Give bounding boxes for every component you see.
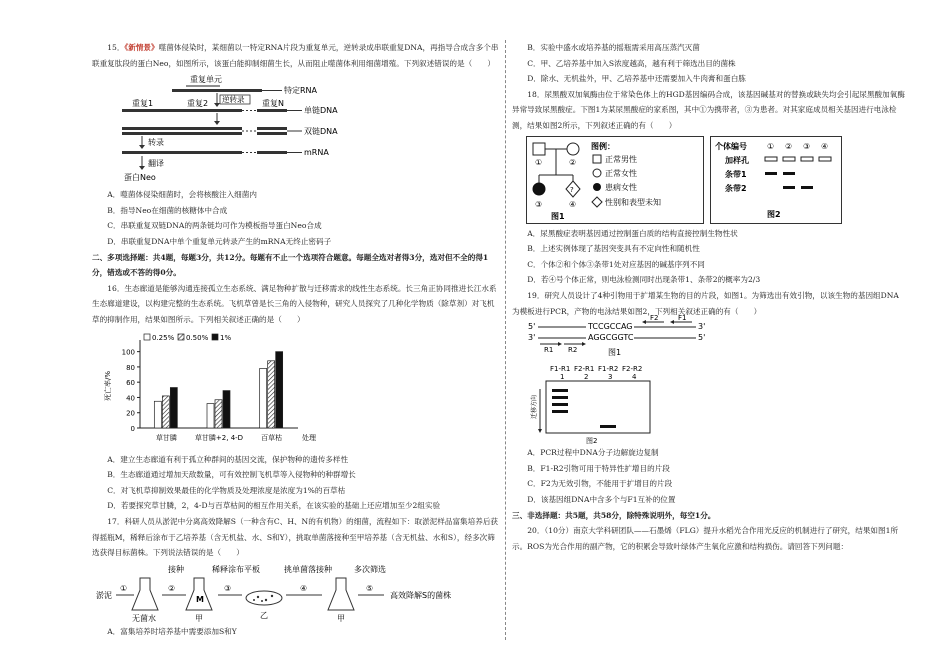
sterile-water-label: 无菌水 bbox=[132, 613, 156, 623]
q15-number: 15． bbox=[107, 43, 125, 52]
y-tick-label: 0 bbox=[130, 424, 135, 433]
gel-row-wells: 加样孔 bbox=[725, 155, 749, 165]
q16-option-d: D．若要探究草甘膦，2，4-D与百草枯间的相互作用关系，在该实验的基础上还应增加至少2组实验 bbox=[107, 501, 441, 511]
legend-normal-male: 正常男性 bbox=[605, 154, 637, 164]
q17-option-a: A．富集培养时培养基中需要添加S和Y bbox=[107, 626, 237, 636]
lane-4: 4 bbox=[632, 373, 637, 382]
gel-col-4: ④ bbox=[821, 141, 829, 151]
q19-gel bbox=[526, 363, 656, 445]
bar bbox=[215, 399, 222, 427]
gel-col-1: ① bbox=[767, 141, 775, 151]
legend-label: 0.25% bbox=[152, 333, 175, 342]
legend-swatch bbox=[178, 334, 184, 340]
yi-label: 乙 bbox=[260, 610, 268, 620]
legend-normal-female: 正常女性 bbox=[605, 168, 637, 178]
label-3prime: 3' bbox=[698, 322, 706, 332]
column-divider bbox=[505, 40, 506, 640]
right-column bbox=[512, 40, 905, 554]
step-2: ② bbox=[168, 583, 176, 593]
pick-label: 挑单菌落接种 bbox=[284, 564, 332, 574]
q19-band bbox=[552, 410, 568, 413]
gel-row-band1: 条带1 bbox=[725, 169, 747, 179]
section-3-heading: 三、非选择题：共5题，共58分，除特殊说明外，每空1分。 bbox=[512, 510, 716, 520]
ssdna-strand bbox=[122, 109, 242, 112]
petri-dish bbox=[246, 591, 282, 605]
y-tick-label: 40 bbox=[126, 393, 135, 402]
lane-3: 3 bbox=[608, 373, 613, 382]
q16-option-a: A．建立生态廊道有利于孤立种群间的基因交流，保护物种的遗传多样性 bbox=[107, 454, 349, 464]
q15-figure bbox=[112, 73, 362, 185]
bar bbox=[207, 403, 214, 427]
q18-option-a: A．尿黑酸症表明基因通过控制蛋白质的结构直接控制生物性状 bbox=[527, 228, 738, 238]
inoculate-label: 接种 bbox=[168, 564, 184, 574]
screen-label: 多次筛选 bbox=[354, 564, 386, 574]
sterile-water-flask bbox=[132, 578, 158, 610]
q18-stem: 18．尿黑酸双加氧酶由位于常染色体上的HGD基因编码合成，该基因碱基对的替换或缺失均会引起尿黑酸加氧酶异常导致尿黑酸症。下图1为某尿黑酸症的家系图，其中①为携带者，③为患者。对其家庭成员相关基因进行电泳检测，结果如图2所示，下列叙述正确的有（ ） bbox=[512, 89, 905, 130]
q18-option-c: C．个体②和个体③条带1处对应基因的碱基序列不同 bbox=[527, 259, 705, 269]
band-1-ind2 bbox=[783, 172, 795, 175]
id-2: ② bbox=[569, 157, 577, 167]
q19-fig1-caption: 图1 bbox=[608, 348, 622, 358]
band-1-ind1 bbox=[765, 172, 777, 175]
fig2-caption: 图2 bbox=[767, 209, 781, 219]
id-3: ③ bbox=[535, 199, 543, 209]
q18-pedigree bbox=[526, 136, 704, 224]
reverse-label: 逆转录 bbox=[222, 95, 245, 105]
legend-title: 图例： bbox=[591, 141, 615, 151]
fig1-caption: 图1 bbox=[551, 211, 565, 221]
bar bbox=[260, 368, 267, 428]
band-2-ind3 bbox=[801, 186, 813, 189]
q19-option-a: A．PCR过程中DNA分子边解旋边复制 bbox=[527, 448, 659, 458]
rna-strand bbox=[172, 89, 262, 92]
q20-stem: 20．（10分）南京大学科研团队——石墨烯（FLG）提升水稻光合作用光反应的机制进行了研究，结果如图1所示。ROS为光合作用的副产物，它的积累会导致叶绿体产生氧化应激和结构损伤。请回答下列问题： bbox=[512, 526, 899, 551]
x-tick-label: 草甘膦+2, 4-D bbox=[194, 433, 244, 442]
r2-label: R2 bbox=[568, 346, 578, 355]
step-4: ④ bbox=[300, 583, 308, 593]
legend-swatch bbox=[212, 334, 218, 340]
legend-label: 0.50% bbox=[186, 333, 209, 342]
q16-stem: 16．生态廊道是能够沟通连接孤立生态系统、满足物种扩散与迁移需求的线性生态系统。长三角正协同推进长江水系生态廊道建设，以构建完整的生态系统。飞机草曾是长三角的入侵物种，研究人员探究了几种化学物质（除草剂）对飞机草的抑制作用，结果如图所示。下列相关叙述正确的是（ ） bbox=[92, 283, 497, 324]
dilute-label: 稀释涂布平板 bbox=[212, 564, 260, 574]
jia2-label: 甲 bbox=[337, 613, 345, 623]
seq-top: TCCGCCAG bbox=[588, 322, 633, 332]
y-tick-label: 20 bbox=[126, 409, 135, 418]
lane-1: 1 bbox=[560, 373, 565, 382]
seq-bottom: AGGCGGTC bbox=[588, 333, 634, 343]
gel-header: 个体编号 bbox=[715, 141, 747, 151]
q15-option-b: B．指导Neo在细菌的核糖体中合成 bbox=[107, 205, 228, 215]
f1-label: F1 bbox=[678, 314, 687, 323]
pedigree-individual-2 bbox=[567, 143, 579, 155]
q19-primer-figure bbox=[526, 314, 716, 363]
bar bbox=[170, 387, 177, 427]
x-tick-label: 百草枯 bbox=[261, 433, 283, 442]
q17-option-b: B．实验中盛水或培养基的摇瓶需采用高压蒸汽灭菌 bbox=[527, 43, 700, 52]
y-axis-label: 死亡率/% bbox=[104, 370, 112, 401]
legend-swatch bbox=[144, 334, 150, 340]
q15-tag: 《新情景》 bbox=[124, 43, 159, 52]
ssdna-label: 单链DNA bbox=[304, 106, 338, 116]
repeatN-label: 重复N bbox=[262, 99, 284, 109]
y-tick-label: 80 bbox=[126, 363, 135, 372]
r1-label: R1 bbox=[544, 346, 554, 355]
gel-col-3: ③ bbox=[803, 141, 811, 151]
label-5prime-b: 5' bbox=[698, 333, 706, 343]
label-5prime: 5' bbox=[528, 322, 536, 332]
flask-m bbox=[186, 578, 212, 610]
bar bbox=[162, 395, 169, 427]
q17-figure bbox=[92, 562, 492, 624]
migration-axis-label: 迁移方向 bbox=[531, 395, 538, 420]
q19-option-d: D．该基因组DNA中含多个与F1互补的位置 bbox=[527, 494, 676, 504]
q15-text: 噬菌体侵染时，某细菌以一特定RNA片段为重复单元，逆转录成串联重复DNA，再指导合成含多个串联重复肽段的蛋白Neo，如图所示，该蛋白能抑制细菌生长，从而阻止噬菌体利用细菌增殖。下列叙述错误的是（ ） bbox=[92, 43, 499, 68]
left-column bbox=[92, 40, 500, 639]
section-2-heading: 二、多项选择题：共4题，每题3分，共12分。每题有不止一个选项符合题意。每题全选对者得3分，选对但不全的得1分，错选或不答的得0分。 bbox=[92, 252, 489, 278]
legend-unknown: 性别和表型未知 bbox=[605, 197, 661, 207]
q19-option-c: C．F2为无效引物，不能用于扩增目的片段 bbox=[527, 479, 673, 489]
dsdna-strand-2 bbox=[122, 132, 242, 135]
q15-option-d: D．串联重复DNA中单个重复单元转录产生的mRNA无终止密码子 bbox=[107, 236, 332, 246]
q19-option-b: B．F1-R2引物可用于特异性扩增目的片段 bbox=[527, 463, 670, 473]
flask-jia bbox=[328, 578, 354, 610]
q18-option-b: B．上述实例体现了基因突变具有不定向性和随机性 bbox=[527, 244, 700, 254]
repeat-unit-label: 重复单元 bbox=[190, 75, 222, 85]
q18-gel bbox=[710, 136, 842, 224]
transcribe-label: 转录 bbox=[148, 138, 164, 148]
q16-option-c: C．对飞机草抑制效果最佳的化学物质及处理浓度是浓度为1%的百草枯 bbox=[107, 485, 346, 495]
gel-lane-label-2: F2-R1 bbox=[574, 365, 595, 374]
id-1: ① bbox=[535, 157, 543, 167]
ssdna-end bbox=[257, 109, 287, 112]
q18-figures bbox=[526, 136, 905, 224]
bar bbox=[268, 360, 275, 427]
arrow-head bbox=[214, 103, 220, 107]
q19-fig2-caption: 图2 bbox=[586, 437, 598, 446]
dsdna-strand-1 bbox=[122, 127, 242, 130]
x-axis-label: 处理 bbox=[302, 433, 316, 442]
mrna-label: mRNA bbox=[304, 148, 329, 158]
q19-band bbox=[552, 403, 568, 406]
label-3prime-b: 3' bbox=[528, 333, 536, 343]
arrow-head bbox=[139, 145, 145, 149]
pedigree-individual-3 bbox=[533, 183, 545, 195]
q19-band bbox=[552, 389, 568, 392]
y-tick-label: 100 bbox=[121, 348, 135, 357]
pedigree-individual-1 bbox=[533, 143, 545, 155]
unknown-mark: ? bbox=[570, 185, 574, 194]
flask-m-label: M bbox=[196, 594, 204, 604]
q19-stem: 19．研究人员设计了4种引物用于扩增某生物的目的片段，如图1。为筛选出有效引物，以该生物的基因组DNA为模板进行PCR，产物的电泳结果如图2，下列相关叙述正确的有（ ） bbox=[512, 290, 899, 316]
legend-affected-female: 患病女性 bbox=[605, 182, 637, 192]
q19-band bbox=[552, 396, 568, 399]
legend-label: 1% bbox=[220, 333, 232, 342]
bar bbox=[154, 401, 161, 428]
q19-band bbox=[600, 425, 616, 428]
mrna-strand bbox=[122, 151, 242, 154]
q16-option-b: B．生态廊道通过增加天敌数量，可有效控制飞机草等入侵物种的种群增长 bbox=[107, 470, 356, 480]
gel-col-2: ② bbox=[785, 141, 793, 151]
lane-2: 2 bbox=[584, 373, 589, 382]
q17-option-c: C．甲、乙培养基中加入S浓度越高，越有利于筛选出目的菌株 bbox=[527, 58, 736, 68]
q15-stem bbox=[92, 40, 500, 71]
translate-label: 翻译 bbox=[148, 159, 164, 169]
bar bbox=[276, 351, 283, 427]
x-tick-label: 草甘膦 bbox=[155, 433, 177, 442]
gel-frame bbox=[546, 381, 650, 433]
gel-row-band2: 条带2 bbox=[725, 183, 747, 193]
y-tick-label: 60 bbox=[126, 378, 135, 387]
dsdna-end-1 bbox=[257, 127, 287, 130]
step-5: ⑤ bbox=[366, 583, 374, 593]
gel-lane-label-4: F2-R2 bbox=[622, 365, 643, 374]
neo-label: 蛋白Neo bbox=[124, 173, 156, 183]
repeat2-label: 重复2 bbox=[187, 99, 209, 109]
f2-label: F2 bbox=[650, 314, 659, 323]
bar bbox=[223, 390, 230, 427]
q15-option-a: A．噬菌体侵染细菌时，会将核酸注入细菌内 bbox=[107, 190, 257, 200]
step-3: ③ bbox=[224, 583, 232, 593]
step-1: ① bbox=[120, 583, 128, 593]
q18-option-d: D．若④号个体正常，则电泳检测同时出现条带1、条带2的概率为2/3 bbox=[527, 275, 761, 285]
dsdna-label: 双链DNA bbox=[304, 127, 338, 137]
mrna-end bbox=[257, 151, 287, 154]
dsdna-end-2 bbox=[257, 132, 287, 135]
arrow-head bbox=[139, 166, 145, 170]
id-4: ④ bbox=[569, 199, 577, 209]
q15-option-c: C．串联重复双链DNA的两条链均可作为模板指导蛋白Neo合成 bbox=[107, 221, 322, 231]
repeat1-label: 重复1 bbox=[132, 99, 154, 109]
jia-label: 甲 bbox=[195, 613, 203, 623]
gel-lane-label-1: F1-R1 bbox=[550, 365, 571, 374]
result-label: 高效降解S的菌株 bbox=[390, 590, 452, 600]
specific-rna-label: 特定RNA bbox=[284, 86, 318, 96]
mud-label: 淤泥 bbox=[96, 590, 112, 600]
q16-bar-chart bbox=[98, 330, 338, 450]
q17-stem: 17．科研人员从淤泥中分离高效降解S（一种含有C、H、N的有机物）的细菌，流程如下：取淤泥样品富集培养后获得摇瓶M，稀释后涂布于乙培养基（含无机盐、水、S和Y），挑取单菌落接种至甲培养基（含无机盐、水和S），经多次筛选获得目标菌株。下列说法错误的是（ ） bbox=[92, 516, 499, 558]
arrow-head bbox=[214, 121, 220, 125]
band-2-ind2 bbox=[783, 186, 795, 189]
q17-option-d: D．除水、无机盐外，甲、乙培养基中还需要加入牛肉膏和蛋白胨 bbox=[527, 74, 746, 84]
gel-lane-label-3: F1-R2 bbox=[598, 365, 619, 374]
